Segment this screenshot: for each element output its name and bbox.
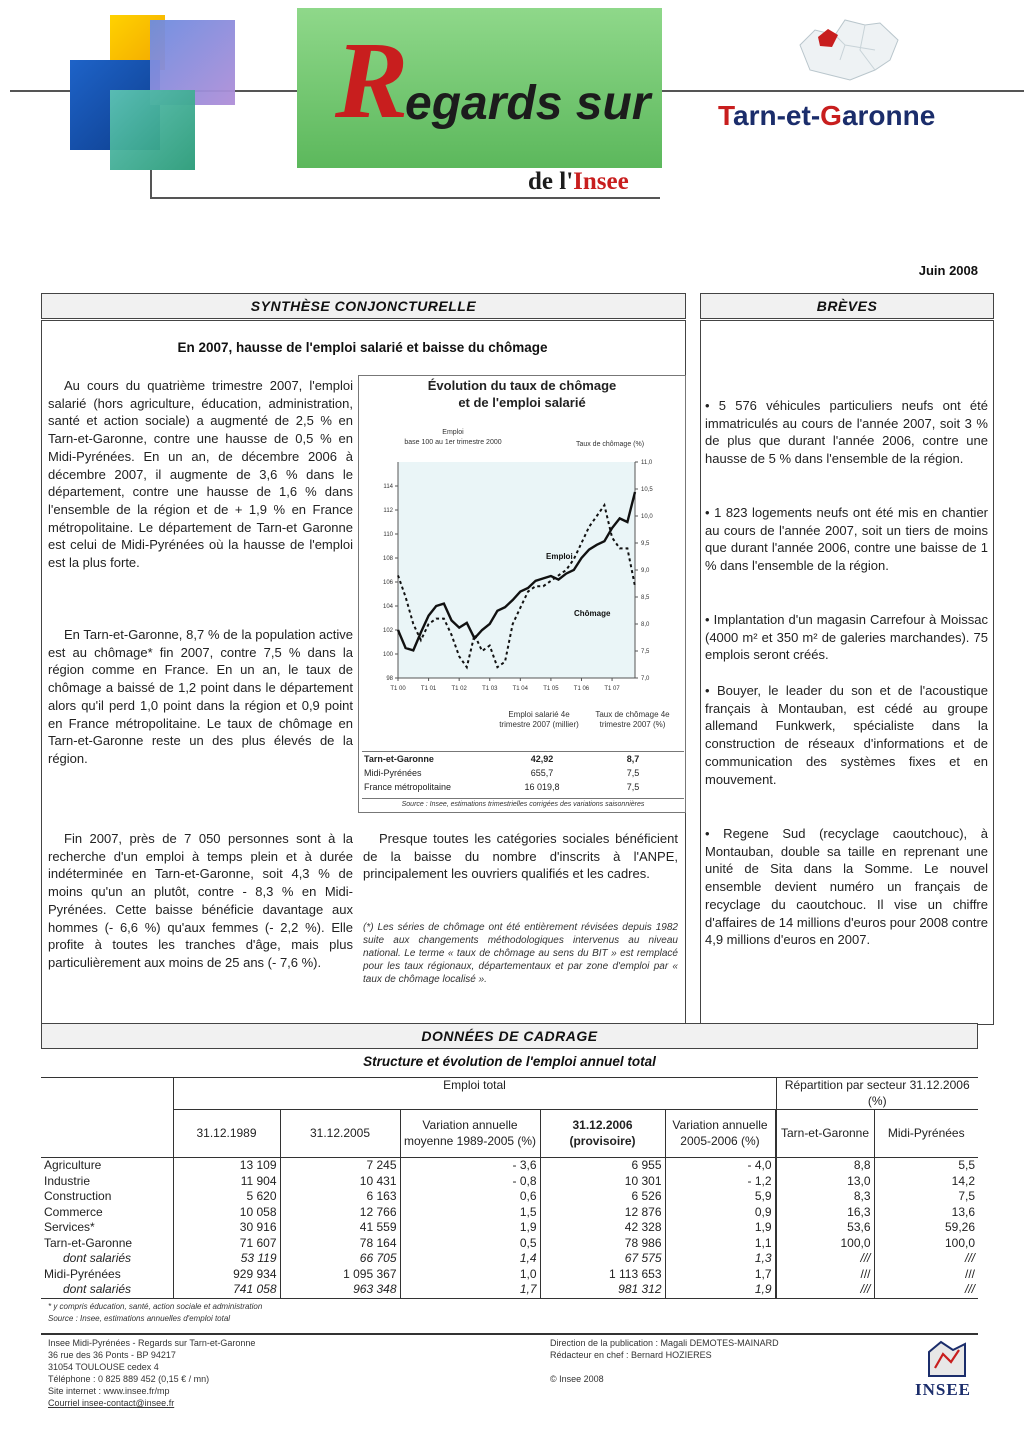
synthese-note: (*) Les séries de chômage ont été entièrement révisées depuis 1982 suite aux changements méthodologiques intervenus au niveau national. Le terme « taux de chômage au sens du BIT » est remplacé pour les taux régionaux, départementaux et par zone d'emploi par « taux de chômage localisé ». <box>363 922 678 985</box>
col-2005: 31.12.2005 <box>280 1110 400 1158</box>
cell: 53 119 <box>173 1251 280 1267</box>
x-tick-label: T1 00 <box>390 686 406 692</box>
footer-rule <box>41 1333 978 1335</box>
cell: 12 876 <box>540 1205 665 1221</box>
cell: - 1,2 <box>665 1174 775 1190</box>
chart-row-emploi: 655,7 <box>530 768 554 778</box>
table-row <box>41 1220 978 1236</box>
cell: 100,0 <box>944 1235 975 1250</box>
footer-line: Insee Midi-Pyrénées - Regards sur Tarn-et-Garonne <box>48 1338 256 1348</box>
x-tick-label: T1 01 <box>420 686 437 692</box>
cell: 41 559 <box>280 1220 400 1236</box>
col-var-1989-2005: Variation annuelle moyenne 1989-2005 (%) <box>400 1110 540 1158</box>
row-label: Agriculture <box>41 1158 173 1174</box>
cell: 5,9 <box>665 1189 775 1205</box>
chart-table-rule <box>362 798 684 799</box>
cell: 30 916 <box>173 1220 280 1236</box>
cell: /// <box>964 1282 975 1296</box>
cell: 100,0 <box>776 1236 874 1252</box>
department-title: Tarn-et-Garonne <box>718 100 936 131</box>
cell: 1,7 <box>665 1267 775 1283</box>
table-row <box>41 1174 978 1190</box>
col-2006: 31.12.2006 (provisoire) <box>540 1110 665 1158</box>
cell: 16,3 <box>776 1205 874 1221</box>
chart-row-emploi: 16 019,8 <box>524 782 560 792</box>
cell: 1,5 <box>400 1205 540 1221</box>
chart-table-row <box>362 766 684 780</box>
cell: 78 986 <box>540 1236 665 1252</box>
synthese-paragraph-2: En Tarn-et-Garonne, 8,7 % de la population active est au chômage* fin 2007, contre 7,5 % dans la région comme en France. En un an, le taux de chômage a baissé de 1,2 point dans le département alors qu'il perd 1,0 point dans la région et 0,9 point en France métropolitaine. Le taux de chômage en Tarn-et-Garonne reste un des plus élevés de la région. <box>48 627 353 766</box>
chart-source: Source : Insee, estimations trimestrielles corrigées des variations saisonnières <box>401 801 645 808</box>
cell: 5 620 <box>173 1189 280 1205</box>
row-label: Industrie <box>41 1174 173 1190</box>
footer-line[interactable]: Site internet : www.insee.fr/mp <box>48 1386 170 1396</box>
right-tick-label: 9,5 <box>641 541 650 547</box>
cell: 1 095 367 <box>280 1267 400 1283</box>
left-tick-label: 100 <box>382 652 393 658</box>
cell: 78 164 <box>280 1236 400 1252</box>
cell: /// <box>964 1251 975 1265</box>
cell: 71 607 <box>173 1236 280 1252</box>
right-tick-label: 11,0 <box>641 460 653 466</box>
cell: 6 955 <box>540 1158 665 1174</box>
row-label: dont salariés <box>41 1282 173 1298</box>
chart-row-label: Tarn-et-Garonne <box>364 754 434 764</box>
cell: 6 526 <box>540 1189 665 1205</box>
right-tick-label: 7,5 <box>641 649 650 655</box>
footer-line: Direction de la publication : Magali DEMOTES-MAINARD <box>550 1338 779 1348</box>
row-label: Commerce <box>41 1205 173 1221</box>
footer-copyright: © Insee 2008 <box>550 1374 604 1384</box>
row-label: Construction <box>41 1189 173 1205</box>
chart-table <box>362 752 684 794</box>
masthead-rule <box>150 197 660 199</box>
left-tick-label: 114 <box>383 484 393 490</box>
breve-2: • 1 823 logements neufs ont été mis en chantier au cours de l'année 2007, soit un tiers de moins que durant l'année 2006, contre une baisse de 1 % dans l'ensemble de la région. <box>705 505 988 574</box>
footer-left <box>48 1337 508 1409</box>
logo-letter-r: R <box>335 19 409 141</box>
section-synthese-title: SYNTHÈSE CONJONCTURELLE <box>41 293 686 319</box>
synthese-paragraph-4: Presque toutes les catégories sociales bénéficient de la baisse du nombre d'inscrits à l'ANPE, principalement les ouvriers qualifiés et les cadres. <box>363 831 678 882</box>
chart-row-label: Midi-Pyrénées <box>364 768 422 778</box>
right-tick-label: 8,5 <box>641 595 650 601</box>
left-tick-label: 102 <box>382 628 393 634</box>
col-midi-pyrenees: Midi-Pyrénées <box>874 1110 978 1158</box>
footer-line: 36 rue des 36 Ponts - BP 94217 <box>48 1350 176 1360</box>
x-tick-label: T1 05 <box>543 686 559 692</box>
cell: - 3,6 <box>400 1158 540 1174</box>
breve-1: • 5 576 véhicules particuliers neufs ont été immatriculés au cours de l'année 2007, soit 3 % de plus que durant l'année 2006, contre une hausse de 5 % dans l'ensemble de la région. <box>705 398 988 467</box>
cell: 981 312 <box>540 1282 665 1298</box>
plot-area <box>398 462 635 678</box>
cell: 13 109 <box>173 1158 280 1174</box>
col-tarn-et-garonne: Tarn-et-Garonne <box>776 1110 874 1158</box>
chart-row-label: France métropolitaine <box>364 782 452 792</box>
logo-square-green <box>110 90 195 170</box>
chart-col1-header: Emploi salarié 4e trimestre 2007 (millier) <box>499 710 579 729</box>
col-1989: 31.12.1989 <box>173 1110 280 1158</box>
cadrage-source: Source : Insee, estimations annuelles d'emploi total <box>48 1314 231 1323</box>
table-row <box>41 1205 978 1221</box>
section-breves-title: BRÈVES <box>700 293 994 319</box>
logo-insee <box>528 168 629 196</box>
cell: 0,9 <box>665 1205 775 1221</box>
cell: 929 934 <box>173 1267 280 1283</box>
table-row <box>41 1158 978 1174</box>
cell: 741 058 <box>173 1282 280 1298</box>
cell: 0,6 <box>400 1189 540 1205</box>
chart-row-emploi: 42,92 <box>530 754 554 764</box>
cell: 8,8 <box>776 1158 874 1174</box>
x-tick-label: T1 07 <box>604 686 620 692</box>
chart-table-row <box>362 780 684 794</box>
insee-logo-text: INSEE <box>914 1380 972 1399</box>
footer-line: 31054 TOULOUSE cedex 4 <box>48 1362 159 1372</box>
left-tick-label: 112 <box>383 508 393 514</box>
cell: 1,9 <box>665 1220 775 1236</box>
cell: 1,0 <box>400 1267 540 1283</box>
chart-plot <box>360 420 684 700</box>
cell: 59,26 <box>944 1220 975 1234</box>
cadrage-footnote: * y compris éducation, santé, action sociale et administration <box>48 1302 263 1311</box>
cell: 1 113 653 <box>540 1267 665 1283</box>
cell: 1,4 <box>400 1251 540 1267</box>
cell: 42 328 <box>540 1220 665 1236</box>
table-row <box>41 1267 978 1283</box>
synthese-paragraph-1: Au cours du quatrième trimestre 2007, l'emploi salarié (hors agriculture, éducation, administration, santé et action sociale) a augmenté de 2,5 % en Tarn-et-Garonne, contre une hausse de 0,5 % en Midi-Pyrénées. En un an, de décembre 2006 à décembre 2007, il augmente de 3,6 % dans le département, contre une hausse de 1,6 % dans l'ensemble de la région et de + 1,9 % en France métropolitaine. Le département de Tarn-et Garonne est celui de Midi-Pyrénées où la hausse de l'emploi est la plus forte. <box>48 378 353 571</box>
right-axis-label: Taux de chômage (%) <box>575 441 645 448</box>
cell: 963 348 <box>280 1282 400 1298</box>
x-tick-label: T1 02 <box>451 686 467 692</box>
cell: - 4,0 <box>665 1158 775 1174</box>
cell: 1,7 <box>400 1282 540 1298</box>
logo-insee-word: Insee <box>573 168 629 195</box>
cell: 1,1 <box>665 1236 775 1252</box>
chart-row-taux: 7,5 <box>626 768 640 778</box>
footer-email[interactable]: Courriel insee-contact@insee.fr <box>48 1398 175 1408</box>
cell: 67 575 <box>540 1251 665 1267</box>
cell: 12 766 <box>280 1205 400 1221</box>
chart-row-taux: 7,5 <box>626 782 640 792</box>
chart-col2-header: Taux de chômage 4e trimestre 2007 (%) <box>595 710 670 729</box>
logo-title: egards sur <box>405 77 651 130</box>
col-var-2005-2006: Variation annuelle 2005-2006 (%) <box>665 1110 775 1158</box>
x-tick-label: T1 06 <box>573 686 590 692</box>
right-tick-label: 10,5 <box>641 487 653 493</box>
row-label: dont salariés <box>41 1251 173 1267</box>
cell: 11 904 <box>173 1174 280 1190</box>
synthese-headline: En 2007, hausse de l'emploi salarié et baisse du chômage <box>177 340 548 355</box>
insee-logo-icon <box>925 1338 971 1380</box>
chart-title-line-2: et de l'emploi salarié <box>458 395 586 410</box>
logo-de: de l' <box>528 168 574 195</box>
chart-title-line-1: Évolution du taux de chômage <box>427 378 617 393</box>
chart-row-taux: 8,7 <box>626 754 640 764</box>
x-tick-label: T1 04 <box>512 686 528 692</box>
breve-5: • Regene Sud (recyclage caoutchouc), à Montauban, double sa taille en reprenant une unité de Sita dans la Somme. Le nouvel ensemble devient numéro un français de recyclage du caoutchouc. Il vise un chiffre d'affaires de 14 millions d'euros pour 2008 contre 4,9 millions d'euros en 2007. <box>705 826 988 948</box>
cell: 14,2 <box>951 1173 975 1188</box>
cell: 1,9 <box>400 1220 540 1236</box>
cell: 13,6 <box>951 1204 975 1219</box>
x-tick-label: T1 03 <box>482 686 498 692</box>
footer-line: Rédacteur en chef : Bernard HOZIERES <box>550 1350 712 1360</box>
cell: 13,0 <box>776 1174 874 1190</box>
cell: - 0,8 <box>400 1174 540 1190</box>
left-tick-label: 108 <box>382 556 393 562</box>
left-tick-label: 104 <box>382 604 393 610</box>
cadrage-table-title: Structure et évolution de l'emploi annuel total <box>363 1054 656 1069</box>
cell: 10 301 <box>540 1174 665 1190</box>
cell: 5,5 <box>958 1158 975 1172</box>
cell: /// <box>776 1267 874 1283</box>
cell: 1,9 <box>665 1282 775 1298</box>
cell: 1,3 <box>665 1251 775 1267</box>
breve-3: • Implantation d'un magasin Carrefour à Moissac (4000 m² et 350 m² de galeries marchandes). 75 emplois seront créés. <box>705 612 988 663</box>
left-axis-label: Emploi base 100 au 1er trimestre 2000 <box>404 429 502 446</box>
group-repartition: Répartition par secteur 31.12.2006 (%) <box>784 1078 970 1108</box>
cell: 6 163 <box>280 1189 400 1205</box>
region-map-icon <box>790 15 910 85</box>
cell: 8,3 <box>776 1189 874 1205</box>
cell: 10 431 <box>280 1174 400 1190</box>
right-tick-label: 9,0 <box>641 568 650 574</box>
left-tick-label: 110 <box>383 532 393 538</box>
row-label: Midi-Pyrénées <box>41 1267 173 1283</box>
row-label: Services* <box>41 1220 173 1236</box>
masthead-rule <box>150 170 152 198</box>
row-label: Tarn-et-Garonne <box>41 1236 173 1252</box>
legend-chomage: Chômage <box>574 609 611 618</box>
table-row <box>41 1236 978 1252</box>
right-tick-label: 10,0 <box>641 514 653 520</box>
cadrage-table <box>41 1077 978 1299</box>
chart-table-row <box>362 752 684 766</box>
cell: /// <box>776 1251 874 1267</box>
cell: 7 245 <box>280 1158 400 1174</box>
left-tick-label: 98 <box>386 676 393 682</box>
cell: /// <box>776 1282 874 1298</box>
cell: 7,5 <box>958 1189 975 1203</box>
synthese-paragraph-3: Fin 2007, près de 7 050 personnes sont à la recherche d'un emploi à temps plein et à durée indéterminée en Tarn-et-Garonne, soit 4,3 % de moins qu'un an plutôt, contre - 8,3 % en Midi-Pyrénées. Cette baisse bénéficie davantage aux hommes (- 6,6 %) qu'aux femmes (- 2,2 %). Elle profite à toutes les tranches d'âge, mais plus particulièrement aux moins de 25 ans (- 7,6 %). <box>48 831 353 970</box>
legend-emploi: Emploi <box>546 552 573 561</box>
right-tick-label: 7,0 <box>641 676 650 682</box>
issue-date: Juin 2008 <box>918 263 978 278</box>
section-cadrage-title: DONNÉES DE CADRAGE <box>41 1023 978 1049</box>
right-tick-label: 8,0 <box>641 622 650 628</box>
breve-4: • Bouyer, le leader du son et de l'acoustique français à Montauban, est cédé au groupe allemand Funkwerk, spécialiste dans la construction de réseaux d'informations et de communication des systèmes fixes et en mouvement. <box>705 683 988 787</box>
left-tick-label: 106 <box>382 580 393 586</box>
cell: /// <box>964 1266 975 1281</box>
cell: 0,5 <box>400 1236 540 1252</box>
footer-right <box>550 1337 880 1385</box>
footer-line: Téléphone : 0 825 889 452 (0,15 € / mn) <box>48 1374 210 1384</box>
chart-title <box>360 377 684 411</box>
table-row <box>41 1189 978 1205</box>
group-emploi-total: Emploi total <box>173 1078 776 1110</box>
table-row <box>41 1251 978 1267</box>
table-row <box>41 1282 978 1298</box>
cell: 66 705 <box>280 1251 400 1267</box>
cell: 53,6 <box>776 1220 874 1236</box>
cell: 10 058 <box>173 1205 280 1221</box>
